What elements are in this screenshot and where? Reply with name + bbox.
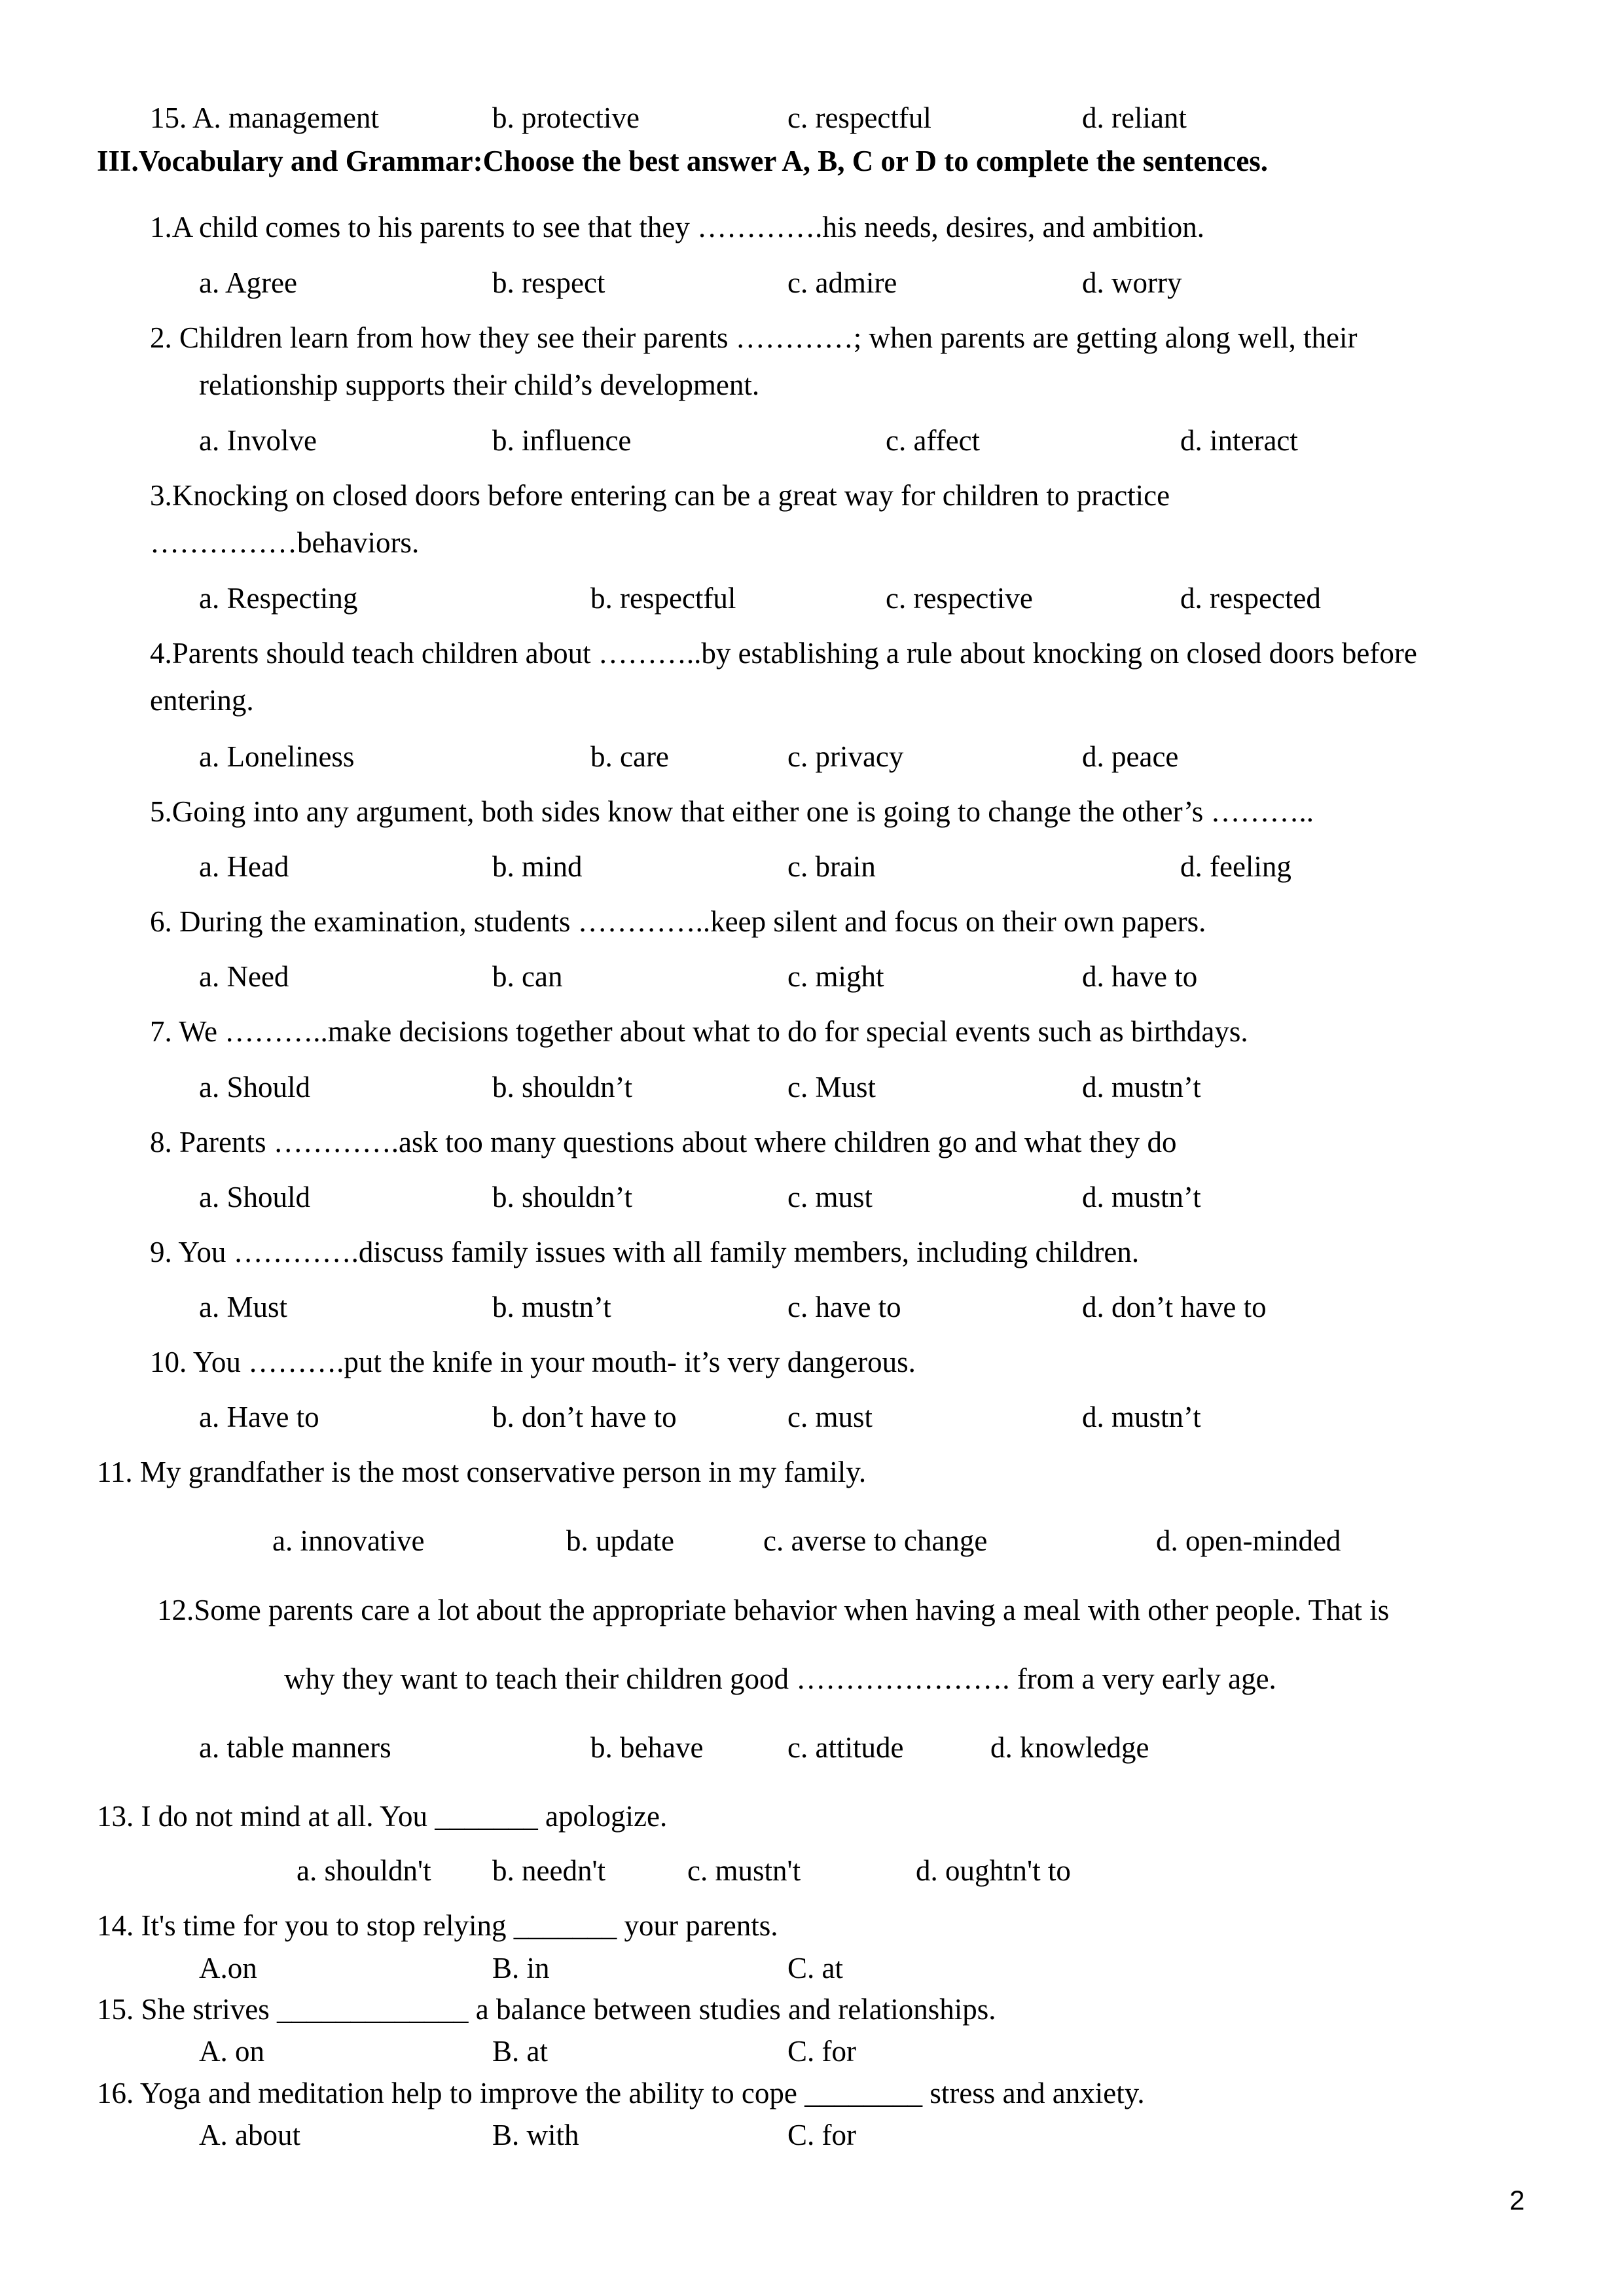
question-12-text-cont: why they want to teach their children good …………………. from a very early age. xyxy=(284,1662,1276,1695)
question-14-text: 14. It's time for you to stop relying _______ your parents. xyxy=(97,1909,778,1942)
question-4-option-c: c. privacy xyxy=(787,740,904,773)
question-9-option-a: a. Must xyxy=(199,1291,287,1323)
question-16-option-b: B. with xyxy=(492,2119,579,2151)
question-10-option-a: a. Have to xyxy=(199,1401,319,1433)
question-4-option-d: d. peace xyxy=(1082,740,1179,773)
question-16-option-c: C. for xyxy=(787,2119,856,2151)
question-11-option-a: a. innovative xyxy=(272,1524,425,1557)
question-15-option-a: A. on xyxy=(199,2035,264,2068)
question-1-text: 1.A child comes to his parents to see that they ………….his needs, desires, and ambition. xyxy=(150,211,1204,243)
question-7-option-a: a. Should xyxy=(199,1071,311,1103)
question-16-text: 16. Yoga and meditation help to improve the ability to cope ________ stress and anxiety. xyxy=(97,2077,1145,2109)
question-5-text: 5.Going into any argument, both sides know that either one is going to change the other’s ……….. xyxy=(150,795,1314,828)
question-7-text: 7. We ………..make decisions together about what to do for special events such as birthdays. xyxy=(150,1015,1248,1048)
question-5-option-a: a. Head xyxy=(199,850,289,883)
question-5-option-d: d. feeling xyxy=(1180,850,1291,883)
prev-q15-option-c: c. respectful xyxy=(787,101,931,134)
question-7-option-c: c. Must xyxy=(787,1071,876,1103)
question-11-option-c: c. averse to change xyxy=(763,1524,988,1557)
question-10-text: 10. You ……….put the knife in your mouth- it’s very dangerous. xyxy=(150,1346,916,1378)
question-9-option-b: b. mustn’t xyxy=(492,1291,611,1323)
question-5-option-b: b. mind xyxy=(492,850,583,883)
question-10-option-d: d. mustn’t xyxy=(1082,1401,1201,1433)
question-8-option-d: d. mustn’t xyxy=(1082,1181,1201,1213)
question-12-text: 12.Some parents care a lot about the appropriate behavior when having a meal with other people. That is xyxy=(157,1594,1390,1626)
question-3-text-cont: ……………behaviors. xyxy=(150,526,420,559)
question-9-option-c: c. have to xyxy=(787,1291,901,1323)
prev-q15-option-d: d. reliant xyxy=(1082,101,1187,134)
question-8-option-b: b. shouldn’t xyxy=(492,1181,633,1213)
question-7-option-b: b. shouldn’t xyxy=(492,1071,633,1103)
question-14-option-b: B. in xyxy=(492,1952,550,1984)
question-6-text: 6. During the examination, students …………..keep silent and focus on their own papers. xyxy=(150,905,1206,938)
question-7-option-d: d. mustn’t xyxy=(1082,1071,1201,1103)
question-16-option-a: A. about xyxy=(199,2119,300,2151)
question-8-text: 8. Parents ………….ask too many questions about where children go and what they do xyxy=(150,1126,1177,1158)
question-10-option-b: b. don’t have to xyxy=(492,1401,677,1433)
question-5-option-c: c. brain xyxy=(787,850,876,883)
question-6-option-a: a. Need xyxy=(199,960,289,993)
question-6-option-b: b. can xyxy=(492,960,563,993)
question-13-option-b: b. needn't xyxy=(492,1854,606,1887)
question-11-option-d: d. open-minded xyxy=(1156,1524,1341,1557)
question-11-text: 11. My grandfather is the most conservative person in my family. xyxy=(97,1456,867,1488)
question-2-option-c: c. affect xyxy=(886,424,981,457)
question-9-text: 9. You ………….discuss family issues with all family members, including children. xyxy=(150,1236,1140,1268)
question-12-option-c: c. attitude xyxy=(787,1731,904,1764)
question-1-option-c: c. admire xyxy=(787,266,897,299)
question-15-option-c: C. for xyxy=(787,2035,856,2068)
question-1-option-a: a. Agree xyxy=(199,266,297,299)
question-3-text: 3.Knocking on closed doors before entering can be a great way for children to practice xyxy=(150,479,1170,512)
page-number: 2 xyxy=(1509,2185,1525,2215)
question-15-option-b: B. at xyxy=(492,2035,548,2068)
question-2-option-b: b. influence xyxy=(492,424,632,457)
question-2-option-a: a. Involve xyxy=(199,424,317,457)
question-3-option-a: a. Respecting xyxy=(199,582,358,615)
question-13-option-d: d. oughtn't to xyxy=(916,1854,1071,1887)
question-3-option-d: d. respected xyxy=(1180,582,1321,615)
question-8-option-c: c. must xyxy=(787,1181,873,1213)
question-4-text: 4.Parents should teach children about ………..by establishing a rule about knocking on closed doors before xyxy=(150,637,1417,670)
question-15-text: 15. She strives _____________ a balance between studies and relationships. xyxy=(97,1993,996,2026)
question-12-option-b: b. behave xyxy=(590,1731,704,1764)
question-3-option-b: b. respectful xyxy=(590,582,736,615)
question-4-text-cont: entering. xyxy=(150,684,254,717)
question-8-option-a: a. Should xyxy=(199,1181,311,1213)
question-1-option-b: b. respect xyxy=(492,266,605,299)
question-3-option-c: c. respective xyxy=(886,582,1033,615)
prev-q15-lead: 15. A. management xyxy=(150,101,379,134)
question-9-option-d: d. don’t have to xyxy=(1082,1291,1267,1323)
question-6-option-d: d. have to xyxy=(1082,960,1198,993)
question-14-option-a: A.on xyxy=(199,1952,257,1984)
question-1-option-d: d. worry xyxy=(1082,266,1182,299)
question-10-option-c: c. must xyxy=(787,1401,873,1433)
question-13-text: 13. I do not mind at all. You _______ apologize. xyxy=(97,1800,668,1833)
question-11-option-b: b. update xyxy=(566,1524,674,1557)
question-2-option-d: d. interact xyxy=(1180,424,1298,457)
question-2-text-cont: relationship supports their child’s development. xyxy=(199,368,760,401)
question-2-text: 2. Children learn from how they see their parents …………; when parents are getting along well, their xyxy=(150,321,1358,354)
question-4-option-a: a. Loneliness xyxy=(199,740,355,773)
prev-q15-option-b: b. protective xyxy=(492,101,640,134)
question-6-option-c: c. might xyxy=(787,960,884,993)
question-13-option-a: a. shouldn't xyxy=(297,1854,431,1887)
question-12-option-d: d. knowledge xyxy=(990,1731,1149,1764)
question-14-option-c: C. at xyxy=(787,1952,843,1984)
question-13-option-c: c. mustn't xyxy=(687,1854,801,1887)
question-12-option-a: a. table manners xyxy=(199,1731,391,1764)
question-4-option-b: b. care xyxy=(590,740,669,773)
section-title: III.Vocabulary and Grammar:Choose the best answer A, B, C or D to complete the sentences. xyxy=(97,145,1269,177)
